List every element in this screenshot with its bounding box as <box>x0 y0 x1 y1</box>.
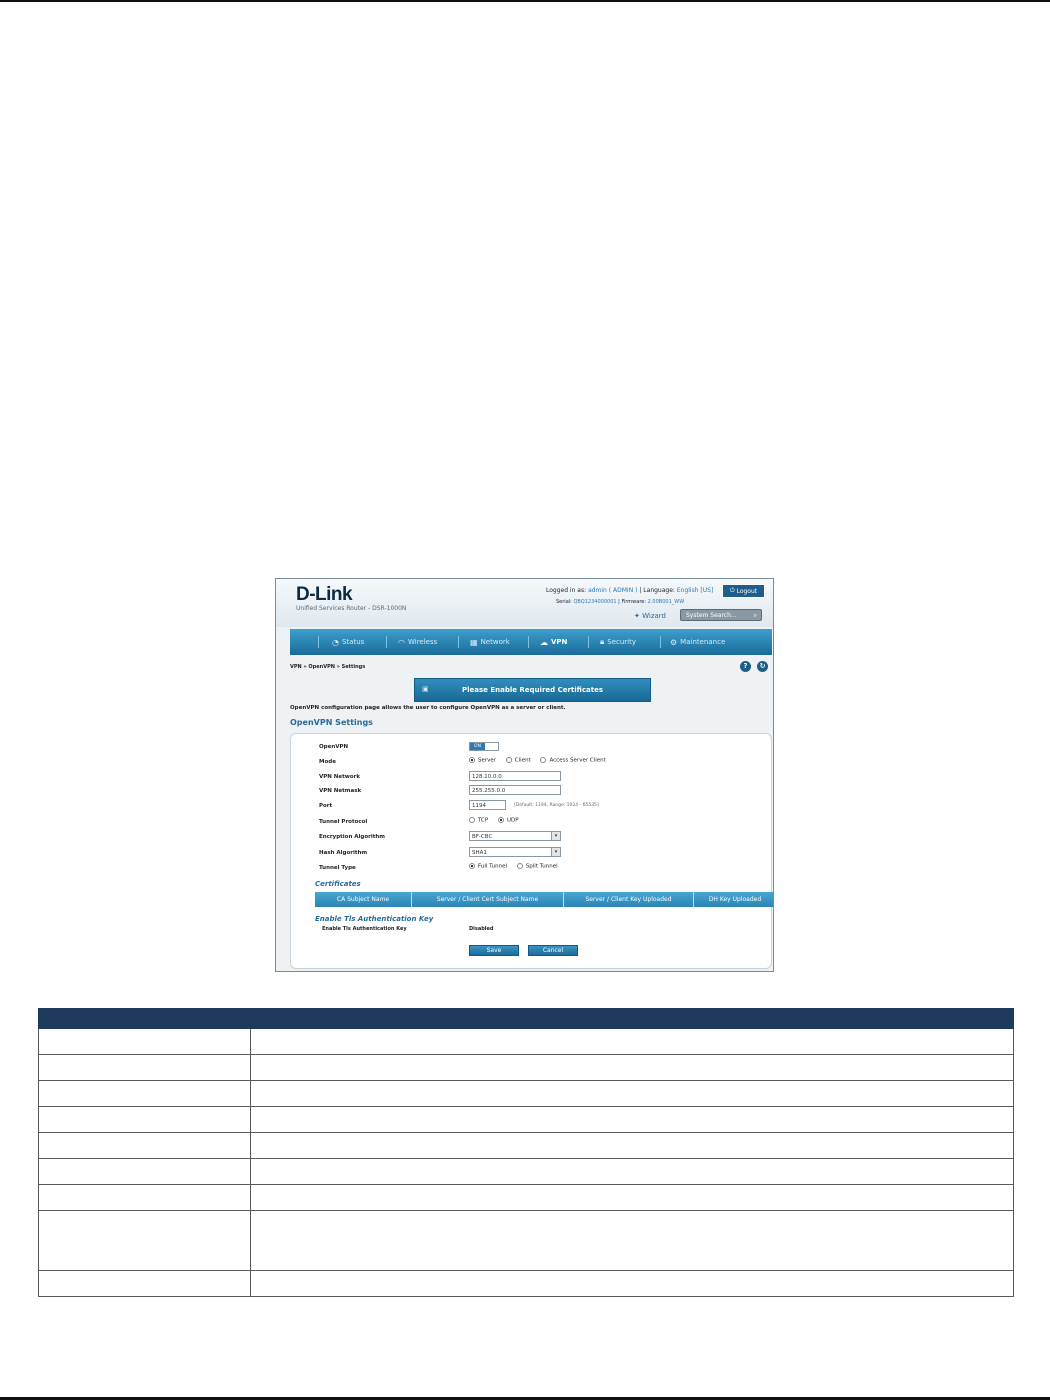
tunnel-type-split[interactable]: Split Tunnel <box>517 863 558 870</box>
certificates-table-header <box>315 892 774 907</box>
refresh-icon[interactable]: ↻ <box>757 661 768 672</box>
page-description: OpenVPN configuration page allows the user to configure OpenVPN as a server or client. <box>290 705 566 711</box>
table-row <box>39 1107 1014 1133</box>
logged-in-info: Logged in as: admin ( ADMIN ) | Language: English [US] <box>546 587 714 594</box>
table-cell <box>251 1271 1014 1297</box>
nav-separator <box>386 636 387 648</box>
table-cell <box>39 1107 251 1133</box>
nav-maintenance[interactable] <box>670 629 725 655</box>
col-key-uploaded[interactable]: Server / Client Key Uploaded <box>564 892 694 907</box>
col-ca-subject[interactable]: CA Subject Name <box>315 892 412 907</box>
mode-label: Mode <box>319 759 336 765</box>
table-cell <box>251 1211 1014 1271</box>
search-placeholder: System Search... <box>686 612 737 619</box>
encryption-algorithm-select[interactable] <box>469 831 561 841</box>
table-cell <box>39 1211 251 1271</box>
table-cell <box>251 1055 1014 1081</box>
nav-wireless[interactable] <box>398 629 437 655</box>
save-button[interactable]: Save <box>469 945 519 956</box>
chevron-down-icon: ▾ <box>551 832 560 840</box>
serial-label: Serial: <box>556 599 572 605</box>
nav-maintenance-label: Maintenance <box>680 638 726 646</box>
tunnel-type-label: Tunnel Type <box>319 865 356 871</box>
router-screenshot <box>275 578 774 972</box>
tls-label: Enable Tls Authentication Key <box>322 926 407 932</box>
table-cell <box>39 1029 251 1055</box>
certificates-title: Certificates <box>315 880 361 888</box>
nav-status-label: Status <box>341 638 365 646</box>
tunnel-protocol-label: Tunnel Protocol <box>319 819 368 825</box>
mode-radio-server[interactable]: Server <box>469 757 496 764</box>
table-cell <box>251 1133 1014 1159</box>
table-cell <box>251 1159 1014 1185</box>
nav-separator <box>660 636 661 648</box>
table-cell <box>39 1133 251 1159</box>
encryption-algorithm-label: Encryption Algorithm <box>319 834 386 840</box>
nav-vpn[interactable] <box>540 629 567 655</box>
serial-value: QBQ1234000001 <box>573 599 617 605</box>
mode-radio-group <box>469 757 614 764</box>
hash-algorithm-select[interactable] <box>469 847 561 857</box>
hash-algorithm-label: Hash Algorithm <box>319 850 368 856</box>
table-cell <box>39 1081 251 1107</box>
power-icon: ⏻ <box>729 587 735 594</box>
tls-value: Disabled <box>469 926 494 932</box>
certificate-warning-banner[interactable] <box>414 678 651 702</box>
table-cell <box>39 1271 251 1297</box>
table-row <box>39 1271 1014 1297</box>
vpn-network-label: VPN Network <box>319 774 360 780</box>
page-top-rule <box>0 0 1050 2</box>
chevron-down-icon: ▾ <box>551 848 560 856</box>
lock-icon: 🔒︎ <box>600 637 605 646</box>
table-cell <box>251 1081 1014 1107</box>
logged-in-user[interactable]: admin ( ADMIN ) <box>588 587 638 594</box>
logout-button[interactable] <box>722 584 765 598</box>
mode-radio-access-server-client[interactable]: Access Server Client <box>540 757 605 764</box>
tls-title: Enable Tls Authentication Key <box>315 915 434 923</box>
table-row <box>39 1081 1014 1107</box>
col-dh-key[interactable]: DH Key Uploaded <box>708 896 762 903</box>
vpn-network-input[interactable]: 128.10.0.0 <box>469 771 561 781</box>
gears-icon: ⚙ <box>670 637 678 647</box>
main-nav <box>290 629 772 655</box>
header-cell <box>39 1009 251 1029</box>
banner-text: Please Enable Required Certificates <box>461 686 604 694</box>
port-input[interactable]: 1194 <box>469 800 506 810</box>
tunnel-type-full[interactable]: Full Tunnel <box>469 863 507 870</box>
network-icon: ▦ <box>470 637 478 647</box>
table-row <box>39 1185 1014 1211</box>
firmware-label: Firmware: <box>621 599 647 605</box>
logged-in-label: Logged in as: <box>546 587 587 594</box>
tunnel-protocol-udp[interactable]: UDP <box>498 817 519 824</box>
nav-wireless-label: Wireless <box>407 638 438 646</box>
openvpn-settings-panel <box>290 733 772 969</box>
wizard-label: Wizard <box>642 612 666 620</box>
wizard-link[interactable] <box>634 612 666 620</box>
router-header <box>276 579 773 627</box>
table-cell <box>251 1185 1014 1211</box>
toggle-on-label: ON <box>470 743 485 750</box>
cancel-button[interactable]: Cancel <box>528 945 578 956</box>
table-row <box>39 1055 1014 1081</box>
nav-vpn-label: VPN <box>551 638 568 646</box>
openvpn-toggle[interactable] <box>469 742 499 751</box>
vpn-netmask-label: VPN Netmask <box>319 788 362 794</box>
language-select[interactable]: English [US] <box>676 587 714 594</box>
table-cell <box>251 1107 1014 1133</box>
table-cell <box>39 1055 251 1081</box>
help-icon[interactable]: ? <box>740 661 751 672</box>
brand-logo: D-Link <box>296 584 353 605</box>
nav-separator <box>528 636 529 648</box>
vpn-netmask-input[interactable]: 255.255.0.0 <box>469 785 561 795</box>
vpn-cloud-icon: ☁ <box>540 637 548 647</box>
wizard-icon: ✦ <box>634 612 640 620</box>
warning-icon: ▣ <box>422 685 429 693</box>
brand-subtitle: Unified Services Router - DSR-1000N <box>296 605 407 612</box>
table-row <box>39 1029 1014 1055</box>
table-row <box>39 1133 1014 1159</box>
language-label: Language: <box>643 587 675 594</box>
table-header-row <box>39 1009 1014 1029</box>
table-cell <box>39 1159 251 1185</box>
parameter-table <box>38 1008 1014 1297</box>
tunnel-protocol-radio-group <box>469 817 527 824</box>
table-cell <box>39 1185 251 1211</box>
mode-radio-client[interactable]: Client <box>506 757 531 764</box>
search-icon[interactable]: ⌕ <box>753 612 757 619</box>
nav-status[interactable] <box>332 629 364 655</box>
openvpn-label: OpenVPN <box>319 744 349 750</box>
tunnel-type-radio-group <box>469 863 566 870</box>
nav-separator <box>318 636 319 648</box>
device-info: Serial: QBQ1234000001 | Firmware: 2.00B001_WW <box>556 599 685 605</box>
wifi-icon: ◠ <box>398 637 405 647</box>
section-title: OpenVPN Settings <box>290 718 373 727</box>
nav-network[interactable] <box>470 629 510 655</box>
firmware-value: 2.00B001_WW <box>647 599 685 605</box>
table-cell <box>251 1029 1014 1055</box>
port-label: Port <box>319 803 333 809</box>
table-row <box>39 1211 1014 1271</box>
encryption-value: BF-CBC <box>472 834 493 840</box>
breadcrumb: VPN » OpenVPN » Settings <box>290 664 366 670</box>
col-cert-subject[interactable]: Server / Client Cert Subject Name <box>412 892 564 907</box>
tunnel-protocol-tcp[interactable]: TCP <box>469 817 488 824</box>
port-hint: [Default: 1194, Range: 1024 - 65535] <box>514 803 599 808</box>
nav-separator <box>458 636 459 648</box>
system-search-input[interactable] <box>680 609 762 621</box>
nav-separator <box>588 636 589 648</box>
hash-value: SHA1 <box>472 850 487 856</box>
gauge-icon: ◔ <box>332 637 339 647</box>
header-cell <box>251 1009 1014 1029</box>
nav-security-label: Security <box>607 638 637 646</box>
nav-security[interactable] <box>600 629 636 655</box>
logout-label: Logout <box>736 587 758 595</box>
nav-network-label: Network <box>480 638 510 646</box>
table-row <box>39 1159 1014 1185</box>
